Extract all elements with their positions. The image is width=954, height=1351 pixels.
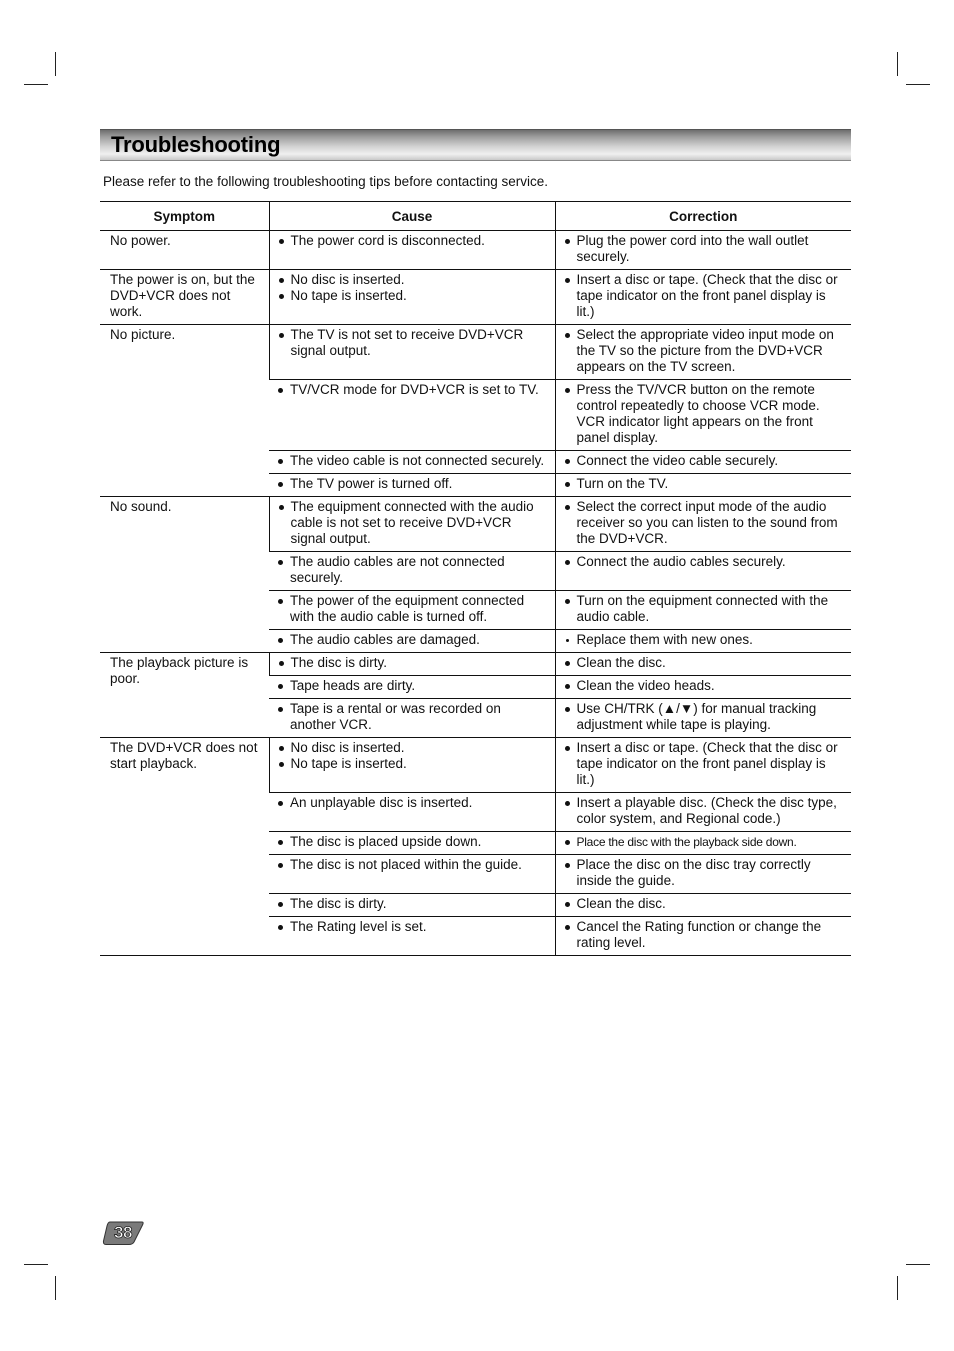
correction-item: Turn on the equipment connected with the audio cable. — [560, 593, 848, 625]
correction-cell — [555, 676, 851, 699]
symptom-cell: The playback picture is poor. — [100, 653, 269, 738]
cause-cell — [269, 855, 555, 894]
crop-mark — [897, 52, 898, 76]
correction-cell — [555, 738, 851, 793]
cause-item: No tape is inserted. — [274, 288, 551, 304]
correction-item: Replace them with new ones. — [560, 632, 848, 648]
correction-item: Select the correct input mode of the audio receiver so you can listen to the sound from the DVD+VCR. — [560, 499, 848, 547]
correction-item: Insert a playable disc. (Check the disc type, color system, and Regional code.) — [560, 795, 848, 827]
correction-item: Insert a disc or tape. (Check that the disc or tape indicator on the front panel display is lit.) — [560, 272, 848, 320]
table-row — [100, 325, 851, 380]
correction-item: Insert a disc or tape. (Check that the disc or tape indicator on the front panel display is lit.) — [560, 740, 848, 788]
correction-cell — [555, 653, 851, 676]
correction-item: Place the disc with the playback side down. — [560, 834, 848, 850]
cause-item: Tape heads are dirty. — [273, 678, 551, 694]
correction-cell — [555, 630, 851, 653]
correction-cell — [555, 793, 851, 832]
symptom-cell: The power is on, but the DVD+VCR does not work. — [100, 270, 269, 325]
crop-mark — [897, 1276, 898, 1300]
cause-cell — [269, 380, 555, 451]
symptom-cell: No power. — [100, 231, 269, 270]
crop-mark — [24, 84, 48, 85]
cause-cell — [269, 699, 555, 738]
cause-item: The audio cables are not connected securely. — [273, 554, 551, 586]
cause-cell — [269, 591, 555, 630]
correction-cell — [555, 894, 851, 917]
cause-cell — [269, 497, 555, 552]
correction-cell — [555, 380, 851, 451]
page-number: 38 — [114, 1223, 132, 1242]
cause-item: The video cable is not connected securely. — [273, 453, 551, 469]
cause-item: An unplayable disc is inserted. — [273, 795, 551, 811]
crop-mark — [55, 1276, 56, 1300]
cause-item: The disc is placed upside down. — [273, 834, 551, 850]
title-bar — [100, 129, 851, 161]
correction-cell — [555, 855, 851, 894]
cause-cell — [269, 894, 555, 917]
cause-cell — [269, 474, 555, 497]
correction-item: Clean the video heads. — [560, 678, 848, 694]
cause-item: The disc is dirty. — [273, 896, 551, 912]
crop-mark — [906, 84, 930, 85]
correction-cell — [555, 474, 851, 497]
crop-mark — [906, 1264, 930, 1265]
correction-cell — [555, 552, 851, 591]
correction-cell — [555, 832, 851, 855]
cause-cell — [269, 630, 555, 653]
cause-item: No disc is inserted. — [274, 272, 551, 288]
cause-cell — [269, 676, 555, 699]
cause-item: The power cord is disconnected. — [274, 233, 551, 249]
header-symptom: Symptom — [100, 202, 269, 231]
correction-item: Use CH/TRK (▲/▼) for manual tracking adjustment while tape is playing. — [560, 701, 848, 733]
correction-item: Connect the audio cables securely. — [560, 554, 848, 570]
cause-item: No disc is inserted. — [274, 740, 551, 756]
correction-cell — [555, 497, 851, 552]
correction-item: Clean the disc. — [560, 655, 848, 671]
header-correction: Correction — [555, 202, 851, 231]
cause-item: The TV power is turned off. — [273, 476, 551, 492]
cause-item: No tape is inserted. — [274, 756, 551, 772]
cause-cell — [269, 325, 555, 380]
correction-cell — [555, 231, 851, 270]
correction-item: Place the disc on the disc tray correctly inside the guide. — [560, 857, 848, 889]
page-number-badge — [102, 1220, 144, 1246]
correction-cell — [555, 917, 851, 956]
intro-text: Please refer to the following troubleshooting tips before contacting service. — [103, 174, 549, 189]
correction-cell — [555, 270, 851, 325]
correction-cell — [555, 325, 851, 380]
cause-item: The disc is not placed within the guide. — [273, 857, 551, 873]
cause-cell — [269, 552, 555, 591]
cause-cell — [269, 451, 555, 474]
correction-item: Press the TV/VCR button on the remote control repeatedly to choose VCR mode. VCR indicator light appears on the front panel display. — [560, 382, 848, 446]
correction-cell — [555, 451, 851, 474]
cause-cell — [269, 231, 555, 270]
correction-item: Cancel the Rating function or change the rating level. — [560, 919, 848, 951]
cause-item: TV/VCR mode for DVD+VCR is set to TV. — [273, 382, 551, 398]
table-header-row — [100, 202, 851, 231]
correction-item: Plug the power cord into the wall outlet securely. — [560, 233, 848, 265]
correction-cell — [555, 699, 851, 738]
symptom-cell: No sound. — [100, 497, 269, 653]
cause-item: The audio cables are damaged. — [273, 632, 551, 648]
symptom-cell: The DVD+VCR does not start playback. — [100, 738, 269, 956]
cause-cell — [269, 917, 555, 956]
crop-mark — [24, 1264, 48, 1265]
table-row — [100, 497, 851, 552]
correction-item: Connect the video cable securely. — [560, 453, 848, 469]
table-row — [100, 231, 851, 270]
cause-cell — [269, 793, 555, 832]
symptom-cell: No picture. — [100, 325, 269, 497]
correction-item: Clean the disc. — [560, 896, 848, 912]
cause-cell — [269, 653, 555, 676]
troubleshooting-table — [100, 201, 851, 956]
cause-item: Tape is a rental or was recorded on another VCR. — [273, 701, 551, 733]
cause-item: The disc is dirty. — [274, 655, 551, 671]
cause-item: The power of the equipment connected with the audio cable is turned off. — [273, 593, 551, 625]
table-row — [100, 738, 851, 793]
cause-cell — [269, 270, 555, 325]
cause-cell — [269, 832, 555, 855]
header-cause: Cause — [269, 202, 555, 231]
cause-item: The TV is not set to receive DVD+VCR signal output. — [274, 327, 551, 359]
page-title: Troubleshooting — [111, 132, 281, 157]
cause-cell — [269, 738, 555, 793]
cause-item: The equipment connected with the audio cable is not set to receive DVD+VCR signal output. — [274, 499, 551, 547]
correction-item: Select the appropriate video input mode on the TV so the picture from the DVD+VCR appears on the TV screen. — [560, 327, 848, 375]
correction-item: Turn on the TV. — [560, 476, 848, 492]
table-row — [100, 270, 851, 325]
crop-mark — [55, 52, 56, 76]
correction-cell — [555, 591, 851, 630]
table-row — [100, 653, 851, 676]
cause-item: The Rating level is set. — [273, 919, 551, 935]
